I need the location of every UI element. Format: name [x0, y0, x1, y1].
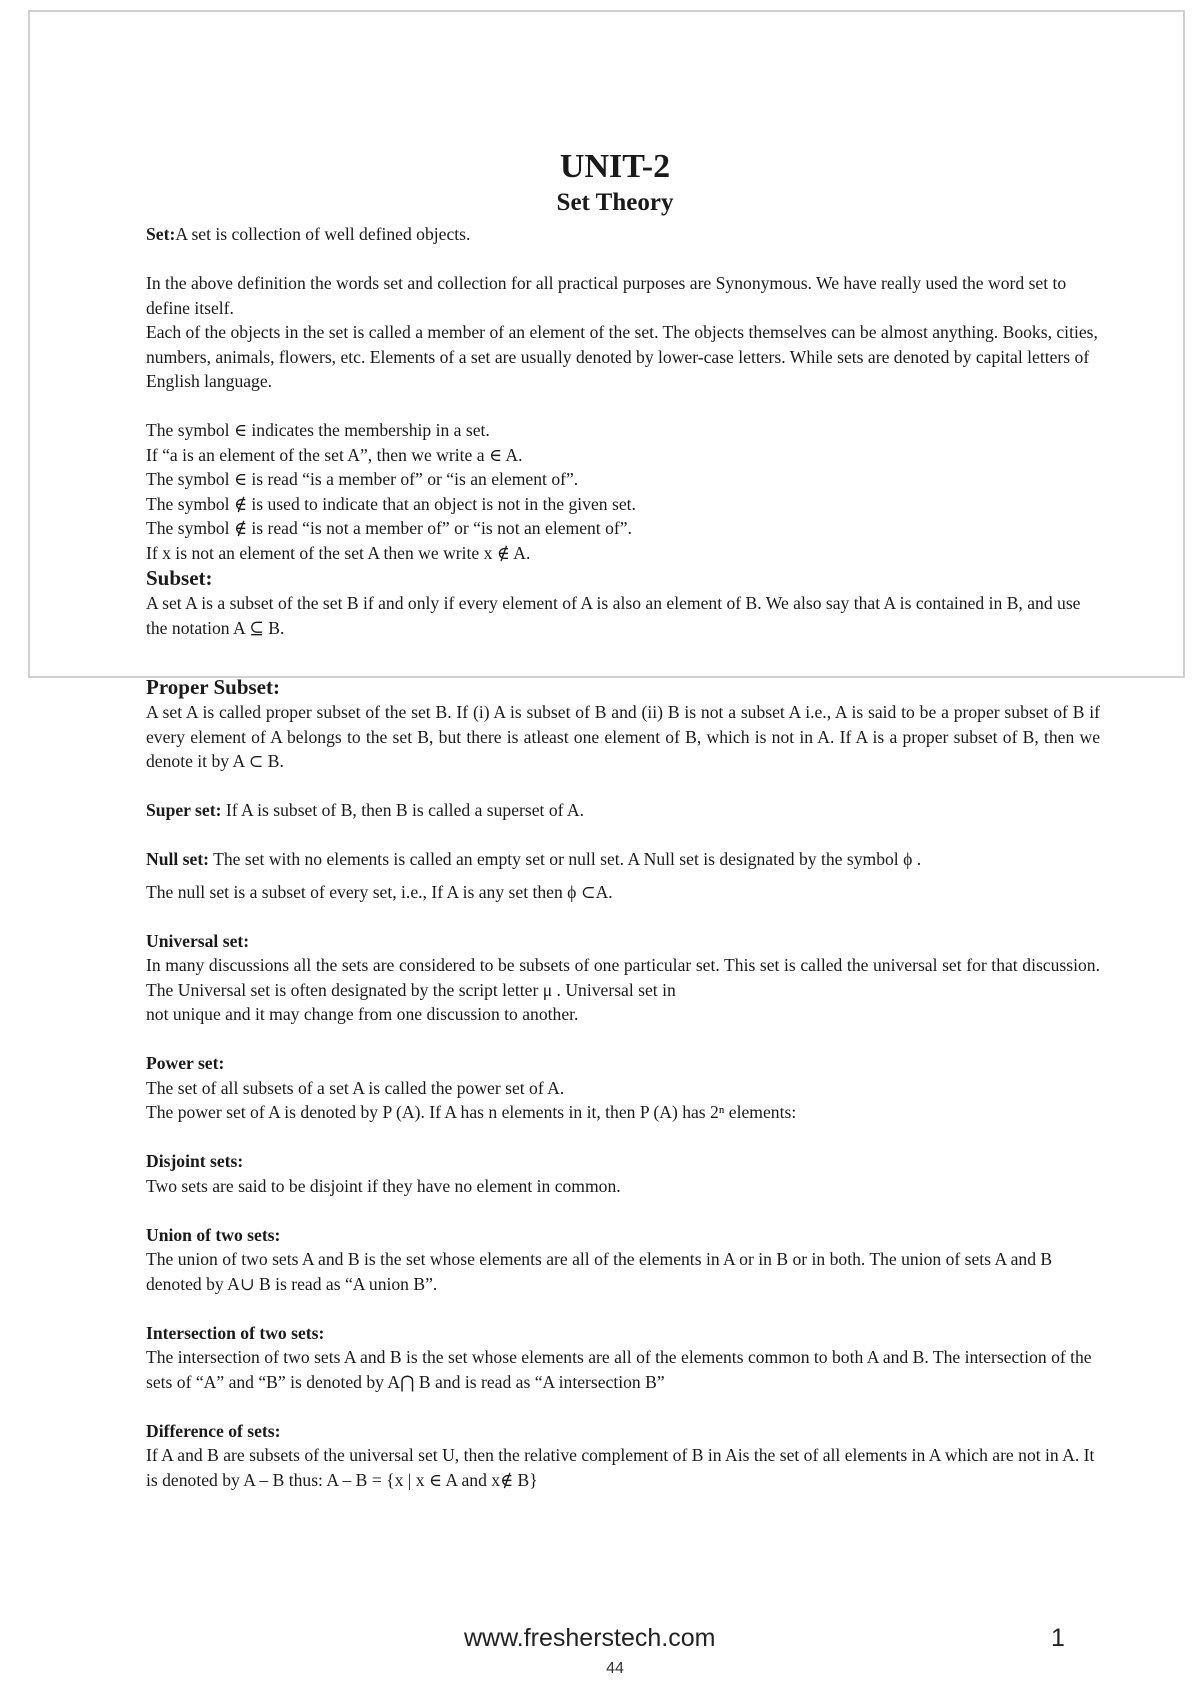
disjoint-sets-text: Two sets are said to be disjoint if they have no element in common.	[146, 1175, 621, 1196]
universal-set-heading: Universal set:	[146, 930, 250, 951]
footer-sheet-number: 1	[1051, 1624, 1065, 1652]
intersection-heading: Intersection of two sets:	[146, 1322, 325, 1343]
main-content	[146, 222, 1100, 640]
set-paragraph-2: Each of the objects in the set is called a member of an element of the set. The objects themselves can be almost anything. Books, cities, numbers, animals, flowers, etc. Elements of a set are usually denoted by lower-case letters. While sets are denoted by capital letters of English language.	[146, 322, 1098, 391]
subset-heading: Subset:	[146, 566, 213, 590]
super-set-definition	[146, 798, 1100, 823]
set-label: Set:	[146, 224, 176, 244]
null-set-text-1: The set with no elements is called an empty set or null set. A Null set is designated by the symbol ϕ .	[213, 849, 922, 869]
super-set-label: Super set:	[146, 800, 222, 820]
symbol-line-1: The symbol ∈ indicates the membership in a set.	[146, 420, 490, 440]
universal-set-text-1: In many discussions all the sets are considered to be subsets of one particular set. This set is called the universal set for that discussion. The Universal set is often designated by the script letter μ . Universal set in	[146, 955, 1100, 1000]
symbol-line-2: If “a is an element of the set A”, then we write a ∈ A.	[146, 444, 523, 465]
symbol-line-6: If x is not an element of the set A then we write x ∉ A.	[146, 542, 531, 563]
set-def-text: A set is collection of well defined objects.	[175, 224, 471, 244]
intersection-text: The intersection of two sets A and B is the set whose elements are all of the elements common to both A and B. The intersection of the sets of “A” and “B” is denoted by A⋂ B and is read as “A intersection B”	[146, 1347, 1092, 1392]
difference-heading: Difference of sets:	[146, 1420, 281, 1441]
set-paragraph-1: In the above definition the words set and collection for all practical purposes are Synonymous. We have really used the word set to define itself.	[146, 273, 1067, 318]
symbol-line-4: The symbol ∉ is used to indicate that an object is not in the given set.	[146, 493, 636, 514]
set-definition	[146, 222, 1100, 247]
symbol-line-5: The symbol ∉ is read “is not a member of” or “is not an element of”.	[146, 518, 632, 538]
footer-page-number: 44	[606, 1660, 624, 1677]
power-set-line-2: The power set of A is denoted by P (A). If A has n elements in it, then P (A) has 2ⁿ elements:	[146, 1102, 797, 1122]
difference-text: If A and B are subsets of the universal set U, then the relative complement of B in Ais the set of all elements in A which are not in A. It is denoted by A – B thus: A – B = {x | x ∈ A and x∉ B}	[146, 1445, 1095, 1490]
union-heading: Union of two sets:	[146, 1224, 281, 1245]
universal-set-text-2: not unique and it may change from one discussion to another.	[146, 1004, 579, 1024]
super-set-text: If A is subset of B, then B is called a superset of A.	[225, 800, 585, 820]
proper-subset-text: A set A is called proper subset of the set B. If (i) A is subset of B and (ii) B is not a subset A i.e., A is said to be a proper subset of B if every element of A belongs to the set B, but there is atleast one element of B, which is not in A. If A is a proper subset of B, then we denote it by A ⊂ B.	[146, 702, 1100, 771]
disjoint-sets-heading: Disjoint sets:	[146, 1151, 244, 1171]
subset-text: A set A is a subset of the set B if and only if every element of A is also an element of B. We also say that A is contained in B, and use the notation A ⊆ B.	[146, 593, 1081, 638]
proper-subset-heading: Proper Subset:	[146, 675, 280, 699]
null-set-text-2: The null set is a subset of every set, i.e., If A is any set then ϕ ⊂A.	[146, 881, 613, 902]
null-set-label: Null set:	[146, 849, 210, 869]
footer-website: www.fresherstech.com	[464, 1624, 716, 1652]
null-set-definition	[146, 847, 1100, 872]
power-set-line-1: The set of all subsets of a set A is called the power set of A.	[146, 1077, 565, 1098]
definitions-content	[146, 674, 1100, 1492]
unit-title: UNIT-2	[559, 148, 671, 185]
symbol-line-3: The symbol ∈ is read “is a member of” or “is an element of”.	[146, 469, 579, 489]
subject-title: Set Theory	[556, 189, 674, 216]
power-set-heading: Power set:	[146, 1053, 225, 1073]
union-text: The union of two sets A and B is the set whose elements are all of the elements in A or in B or in both. The union of sets A and B denoted by A∪ B is read as “A union B”.	[146, 1249, 1053, 1294]
